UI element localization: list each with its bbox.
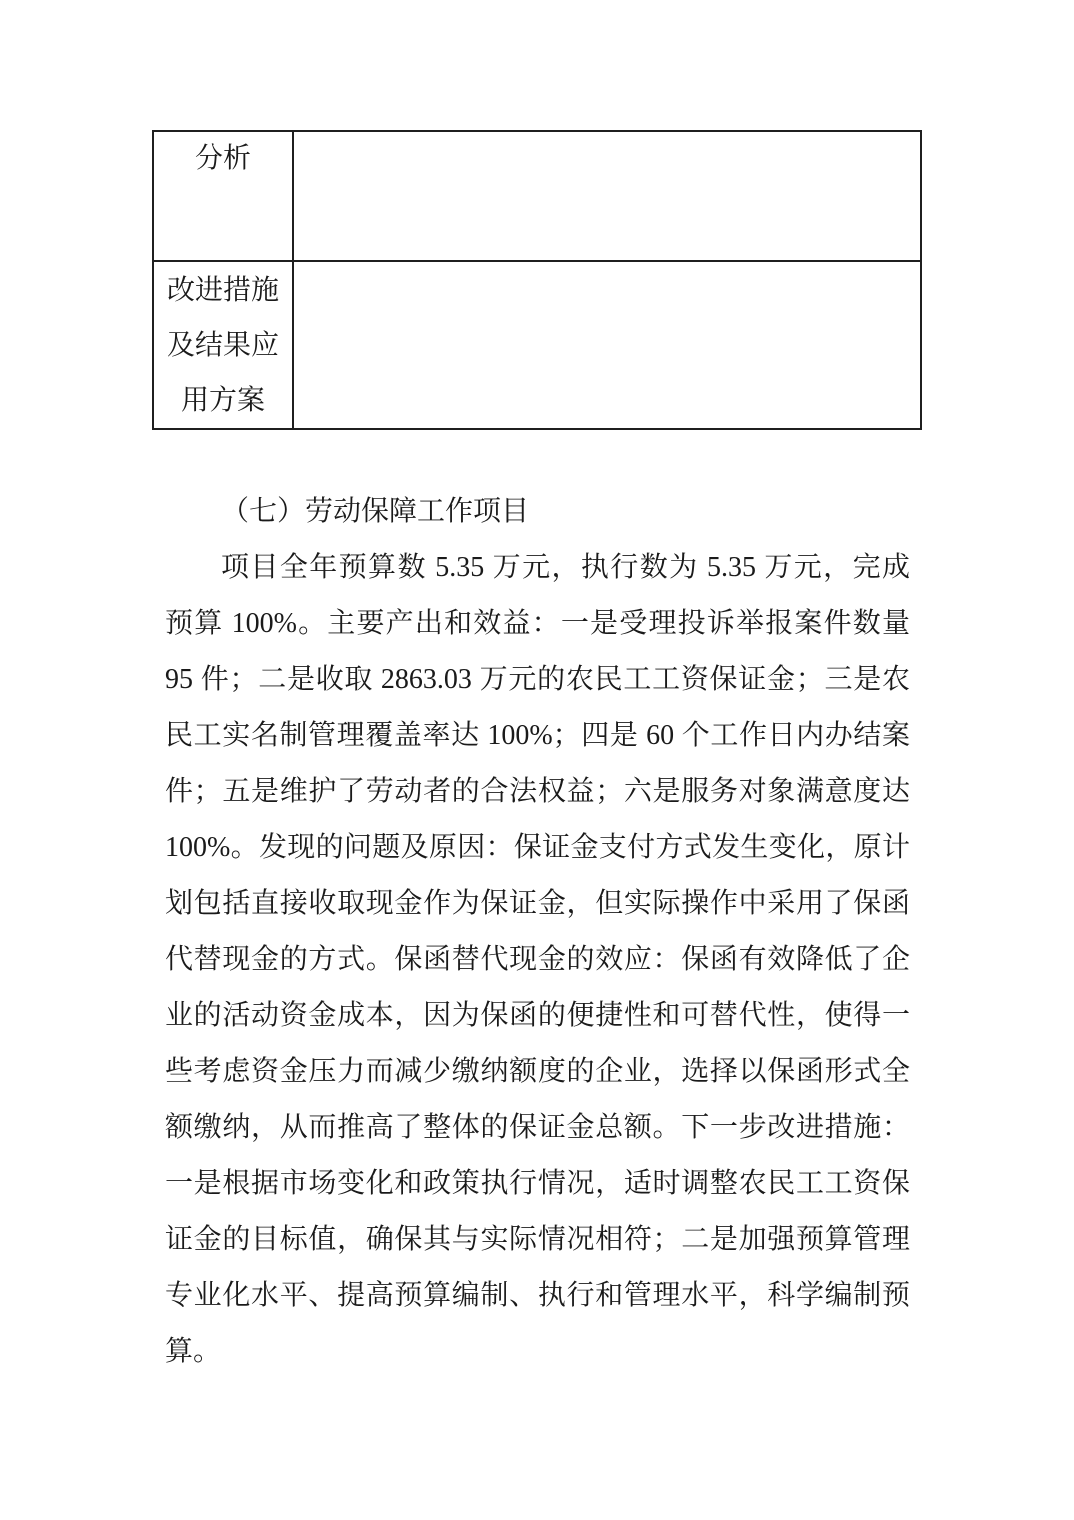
section-body (165, 484, 910, 1380)
table-row-analysis (154, 132, 920, 262)
table-label-text-line: 改进措施 (166, 275, 279, 306)
table-label-text-line: 用方案 (180, 385, 265, 416)
paragraph-line: 一是根据市场变化和政策执行情况，适时调整农民工工资保 (165, 1168, 910, 1199)
table-label-cell-analysis (154, 132, 294, 260)
paragraph-line: 项目全年预算数 5.35 万元，执行数为 5.35 万元，完成 (221, 552, 910, 583)
paragraph-line: 额缴纳，从而推高了整体的保证金总额。下一步改进措施： (165, 1112, 910, 1143)
table-row-improvement (154, 262, 920, 428)
section-heading: （七）劳动保障工作项目 (221, 496, 530, 527)
paragraph-line: 证金的目标值，确保其与实际情况相符；二是加强预算管理 (165, 1224, 910, 1255)
paragraph-line: 代替现金的方式。保函替代现金的效应：保函有效降低了企 (165, 944, 910, 975)
table-content-cell-improvement (294, 262, 920, 428)
paragraph-line: 算。 (165, 1336, 222, 1367)
paragraph-line: 件；五是维护了劳动者的合法权益；六是服务对象满意度达 (165, 776, 910, 807)
paragraph-line: 业的活动资金成本，因为保函的便捷性和可替代性，使得一 (165, 1000, 910, 1031)
paragraph-line: 预算 100%。主要产出和效益：一是受理投诉举报案件数量 (165, 608, 910, 639)
evaluation-table (152, 130, 922, 430)
paragraph-line: 些考虑资金压力而减少缴纳额度的企业，选择以保函形式全 (165, 1056, 910, 1087)
paragraph-line: 民工实名制管理覆盖率达 100%；四是 60 个工作日内办结案 (165, 720, 910, 751)
table-content-cell-analysis (294, 132, 920, 260)
paragraph-line: 95 件；二是收取 2863.03 万元的农民工工资保证金；三是农 (165, 664, 910, 695)
paragraph-line: 专业化水平、提高预算编制、执行和管理水平，科学编制预 (165, 1280, 910, 1311)
paragraph-line: 100%。发现的问题及原因：保证金支付方式发生变化，原计 (165, 832, 910, 863)
paragraph-line: 划包括直接收取现金作为保证金，但实际操作中采用了保函 (165, 888, 910, 919)
table-label-text-line: 及结果应 (166, 330, 279, 361)
table-label-cell-improvement (154, 262, 294, 428)
table-label-text: 分析 (194, 143, 251, 174)
